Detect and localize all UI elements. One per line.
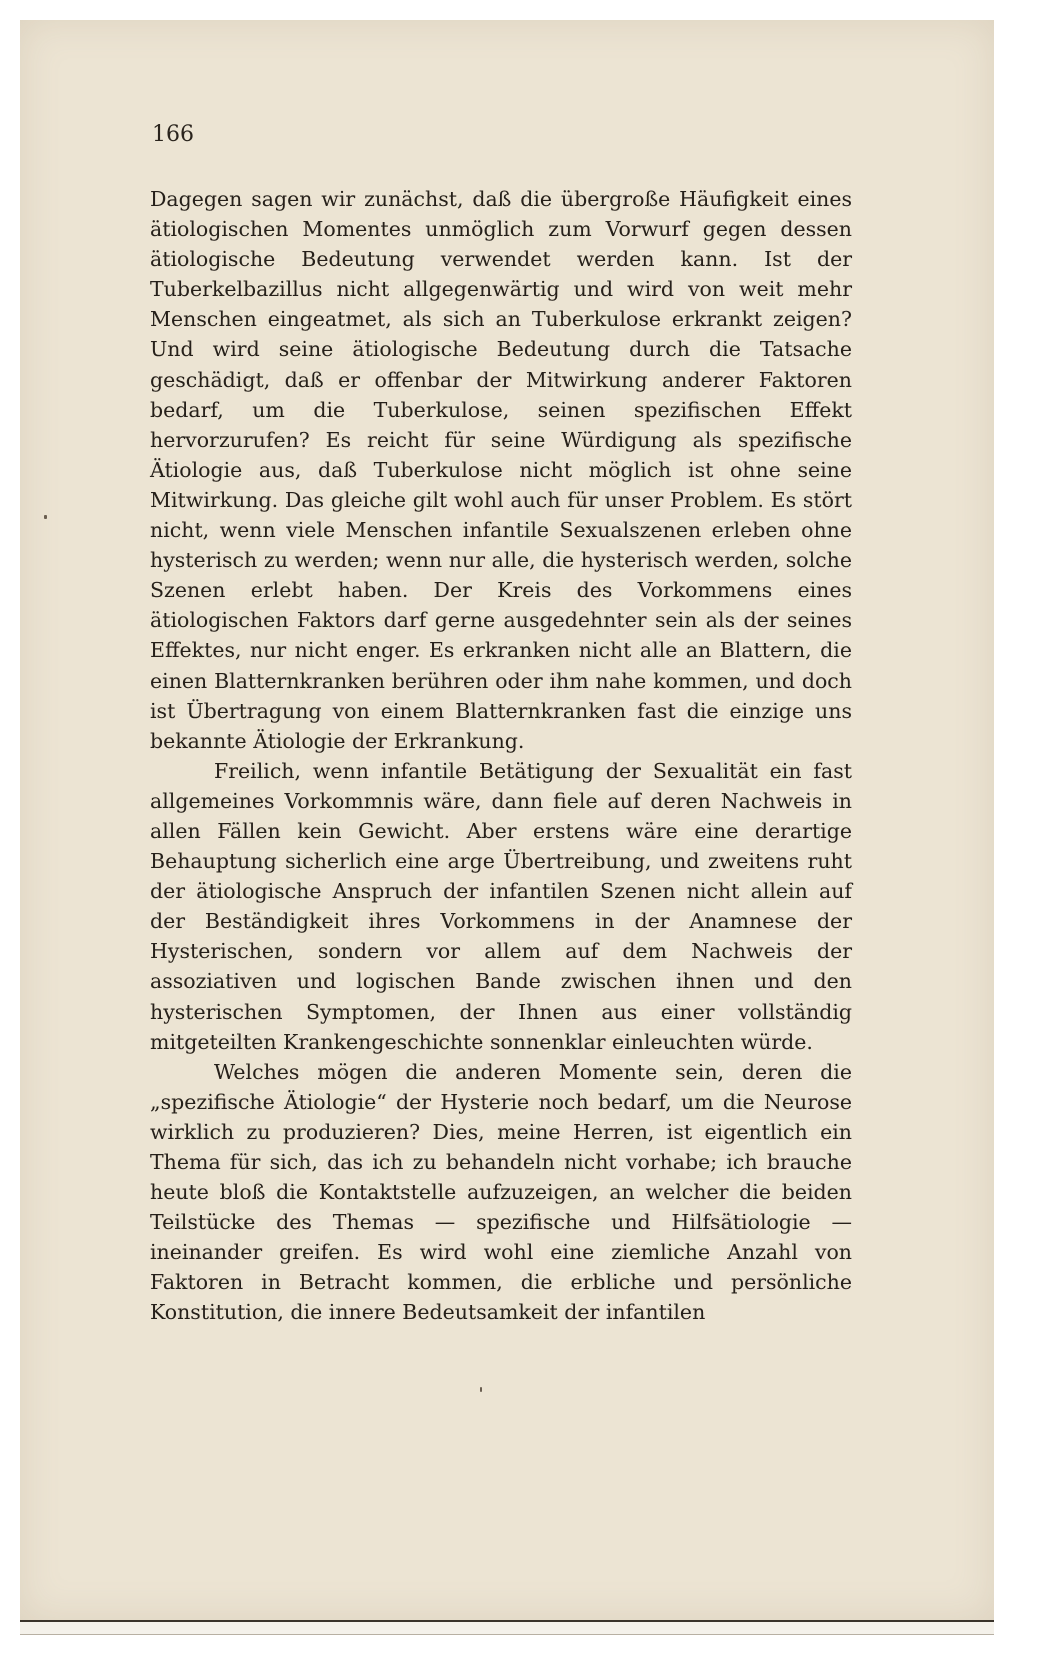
paragraph-3: Welches mögen die anderen Momente sein, deren die „spezifische Ätiologie“ der Hysterie noch bedarf, um die Neurose wirklich zu produzieren? Dies, meine Herren, ist eigentlich ein Thema für sich, das ich zu behandeln nicht vorhabe; ich brauche heute bloß die Kontaktstelle aufzuzeigen, an welcher die beiden Teilstücke des Themas — spezifische und Hilfsätiologie — ineinander greifen. Es wird wohl eine ziemliche Anzahl von Faktoren in Betracht kommen, die erbliche und persönliche Konstitution, die innere Bedeutsamkeit der infantilen [150, 1059, 852, 1325]
body-text [150, 184, 852, 1328]
margin-speck [44, 515, 47, 519]
page-bottom-strip [20, 1622, 994, 1635]
page-number: 166 [152, 122, 194, 147]
page-speck [480, 1387, 482, 1392]
paragraph-1: Dagegen sagen wir zunächst, daß die übergroße Häufigkeit eines ätiologischen Momentes unmöglich zum Vorwurf gegen dessen ätiologische Bedeutung verwendet werden kann. Ist der Tuberkelbazillus nicht allgegenwärtig und wird von weit mehr Menschen eingeatmet, als sich an Tuberkulose erkrankt zeigen? Und wird seine ätiologische Bedeutung durch die Tatsache geschädigt, daß er offenbar der Mitwirkung anderer Faktoren bedarf, um die Tuberkulose, seinen spezifischen Effekt hervorzurufen? Es reicht für seine Würdigung als spezifische Ätiologie aus, daß Tuberkulose nicht möglich ist ohne seine Mitwirkung. Das gleiche gilt wohl auch für unser Problem. Es stört nicht, wenn viele Menschen infantile Sexualszenen erleben ohne hysterisch zu werden; wenn nur alle, die hysterisch werden, solche Szenen erlebt haben. Der Kreis des Vorkommens eines ätiologischen Faktors darf gerne ausgedehnter sein als der seines Effektes, nur nicht enger. Es erkranken nicht alle an Blattern, die einen Blatternkranken berühren oder ihm nahe kommen, und doch ist Übertragung von einem Blatternkranken fast die einzige uns bekannte Ätiologie der Erkrankung. [150, 187, 852, 753]
paragraph-2: Freilich, wenn infantile Betätigung der Sexualität ein fast allgemeines Vorkommnis wäre, dann fiele auf deren Nachweis in allen Fällen kein Gewicht. Aber erstens wäre eine derartige Behauptung sicherlich eine arge Übertreibung, und zweitens ruht der ätiologische Anspruch der infantilen Szenen nicht allein auf der Beständigkeit ihres Vorkommens in der Anamnese der Hysterischen, sondern vor allem auf dem Nachweis der assoziativen und logischen Bande zwischen ihnen und den hysterischen Symptomen, der Ihnen aus einer vollständig mitgeteilten Krankengeschichte sonnenklar einleuchten würde. [150, 758, 852, 1054]
